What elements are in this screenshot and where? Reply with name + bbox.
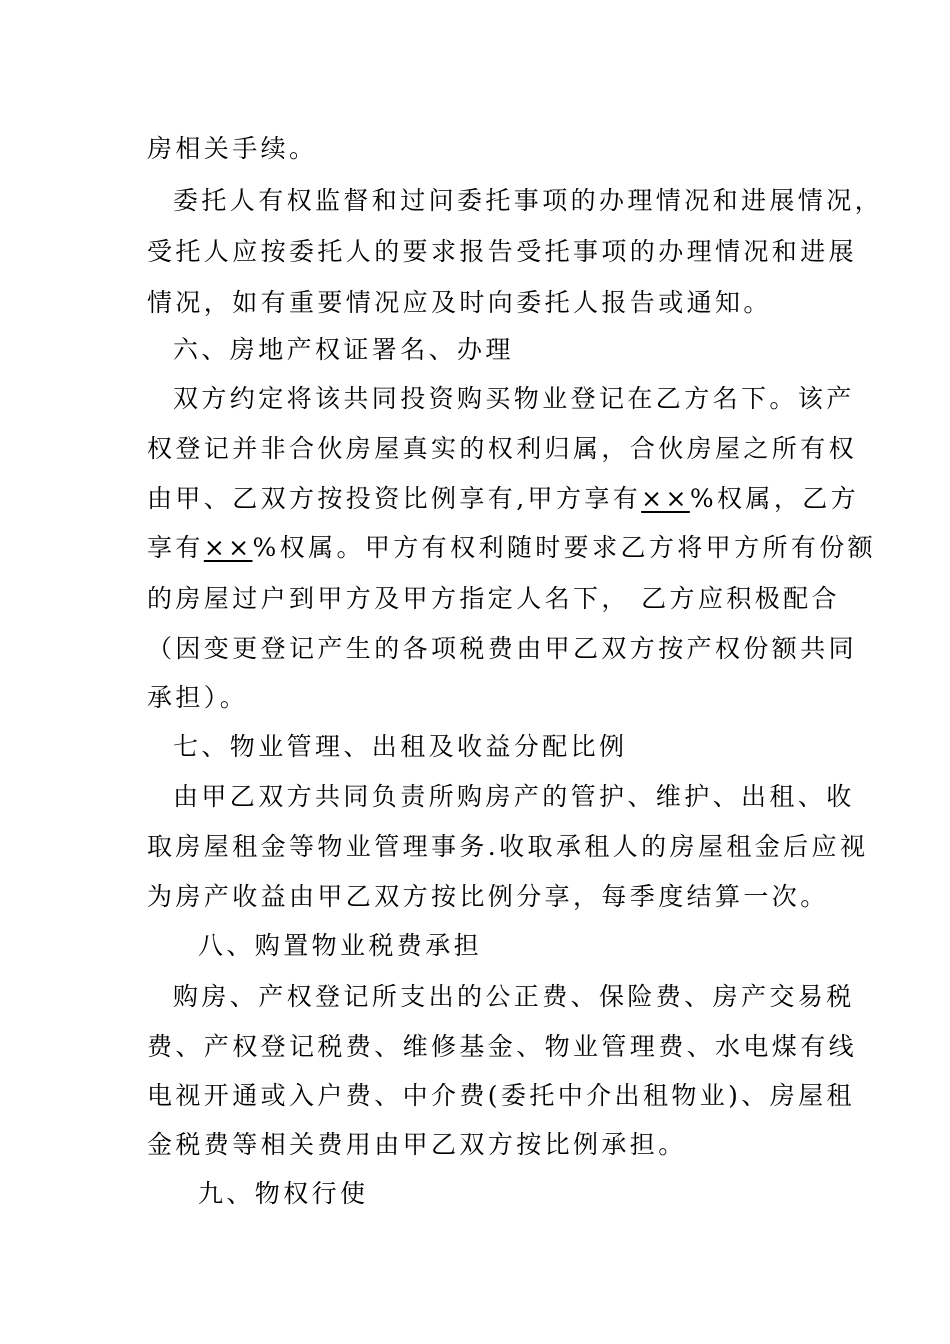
paragraph-line: 购房、产权登记所支出的公正费、保险费、房产交易税	[173, 982, 855, 1011]
paragraph-line: 取房屋租金等物业管理事务.收取承租人的房屋租金后应视	[147, 832, 869, 861]
paragraph-line: 权登记并非合伙房屋真实的权利归属，合伙房屋之所有权	[147, 434, 858, 463]
line-text: 由甲、乙双方按投资比例享有,甲方享有	[147, 484, 642, 513]
paragraph-line: 承担）。	[147, 683, 249, 712]
line-text: %权属。甲方有权利随时要求乙方将甲方所有份额	[252, 533, 877, 562]
section-heading: 八、购置物业税费承担	[198, 931, 483, 960]
paragraph-line: 由甲乙双方共同负责所购房产的管护、维护、出租、收	[173, 782, 855, 811]
paragraph-line: 委托人有权监督和过问委托事项的办理情况和进展情况，	[173, 186, 884, 215]
line-text: %权属，乙方	[689, 484, 860, 513]
paragraph-line: 金税费等相关费用由甲乙双方按比例承担。	[147, 1130, 687, 1159]
line-text: 享有	[147, 533, 204, 562]
section-heading: 七、物业管理、出租及收益分配比例	[173, 732, 628, 761]
paragraph-line: （因变更登记产生的各项税费由甲乙双方按产权份额共同	[147, 634, 858, 663]
paragraph-line: 情况，如有重要情况应及时向委托人报告或通知。	[147, 288, 772, 317]
share-a-blank: ××	[641, 484, 690, 513]
paragraph-line: 电视开通或入户费、中介费(委托中介出租物业)、房屋租	[147, 1081, 855, 1110]
section-heading: 九、物权行使	[198, 1179, 369, 1208]
paragraph-line: 费、产权登记税费、维修基金、物业管理费、水电煤有线	[147, 1032, 858, 1061]
paragraph-line: 为房产收益由甲乙双方按比例分享，每季度结算一次。	[147, 882, 829, 911]
section-heading: 六、房地产权证署名、办理	[173, 335, 514, 364]
paragraph-line: 房相关手续。	[147, 134, 318, 163]
share-b-blank: ××	[203, 533, 253, 562]
paragraph-line: 双方约定将该共同投资购买物业登记在乙方名下。该产	[173, 384, 855, 413]
paragraph-line: 受托人应按委托人的要求报告受托事项的办理情况和进展	[147, 237, 858, 266]
paragraph-line	[147, 482, 859, 516]
paragraph-line	[147, 531, 876, 565]
paragraph-line: 的房屋过户到甲方及甲方指定人名下， 乙方应积极配合	[147, 584, 840, 613]
